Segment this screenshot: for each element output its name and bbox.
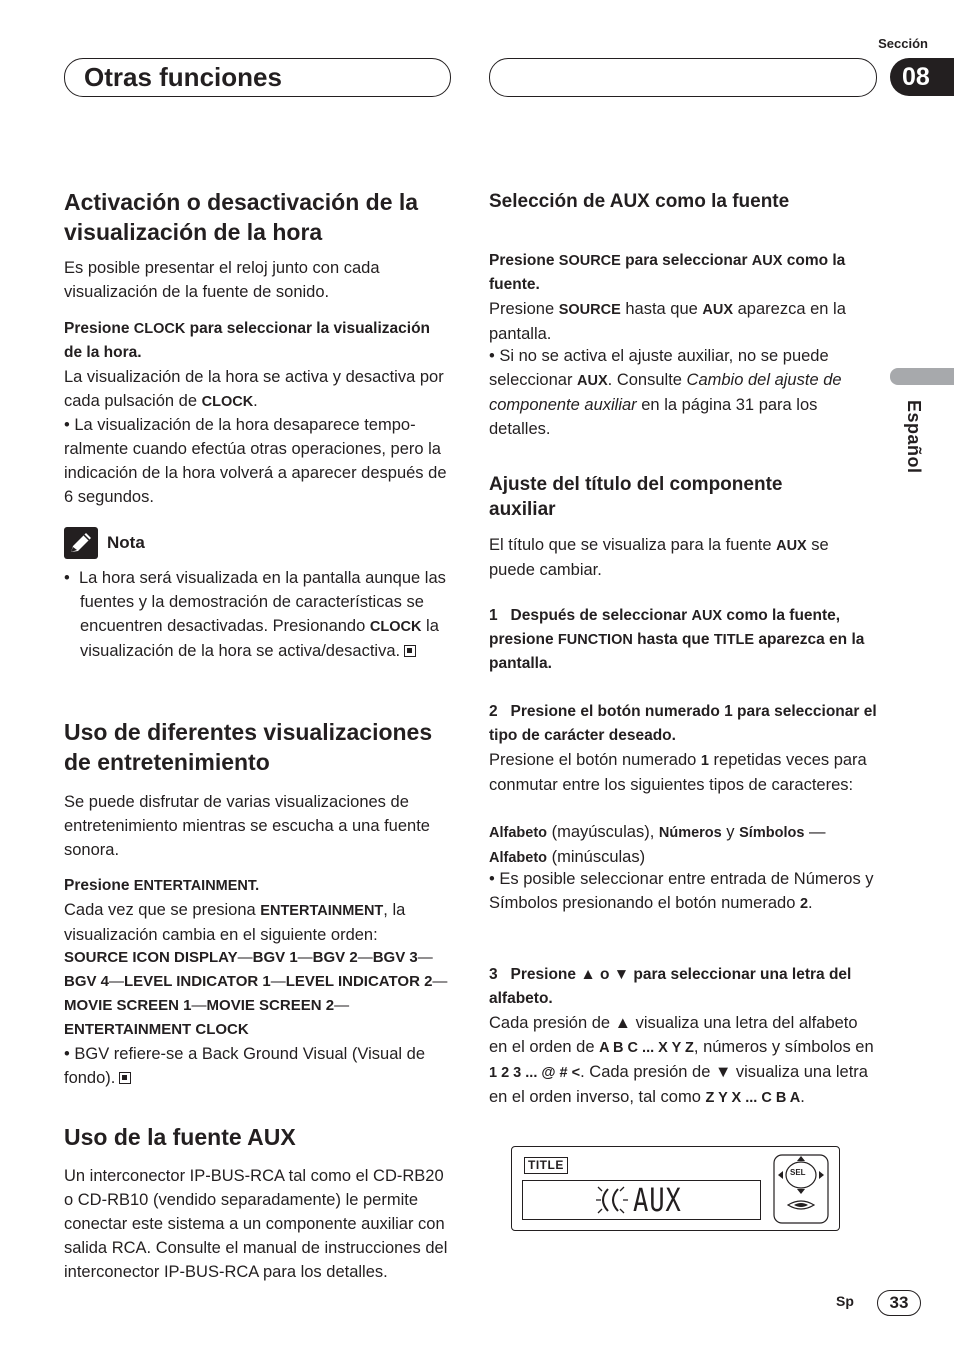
note-pencil-icon <box>64 527 98 559</box>
order-separator: — <box>191 997 207 1014</box>
order-separator: — <box>432 973 448 990</box>
head-unit-display <box>511 1146 840 1231</box>
clock-bullet: • La visualización de la hora desaparece temporalmente cuando efectúa otras operaciones, pero la indicación de la hora volverá a aparecer después de 6 segundos. <box>64 416 447 506</box>
order-item: BGV 2 <box>312 949 358 966</box>
select-aux-body: Presione SOURCE hasta que AUX aparezca en la pantalla. <box>489 300 846 343</box>
clock-body: La visualización de la hora se activa y desactiva por cada pulsación de CLOCK. <box>64 368 444 410</box>
sel-label: SEL <box>790 1168 806 1177</box>
order-separator: — <box>297 949 313 966</box>
order-separator: — <box>334 997 350 1014</box>
step-2-body: Presione el botón numerado 1 repetidas veces para conmutar entre los siguientes tipos de caracteres: <box>489 751 867 794</box>
entertainment-step: Presione ENTERTAINMENT. <box>64 877 260 894</box>
character-types: Alfabeto (mayúsculas), Números y Símbolos — Alfabeto (minúsculas) <box>489 823 826 866</box>
aux-title-intro: El título que se visualiza para la fuente AUX se puede cambiar. <box>489 536 829 579</box>
language-tab-marker <box>890 368 954 385</box>
step-2-bullet: • Es posible seleccionar entre entrada de Números y Símbolos presionando el botón numerado 2. <box>489 870 874 912</box>
order-item: BGV 1 <box>252 949 298 966</box>
order-separator: — <box>417 949 433 966</box>
note-label: Nota <box>107 533 145 552</box>
order-item: MOVIE SCREEN 1 <box>64 997 192 1014</box>
order-item: ENTERTAINMENT CLOCK <box>64 1021 249 1038</box>
entertainment-order <box>64 946 454 1042</box>
entertainment-body: Cada vez que se presiona ENTERTAINMENT, la visualización cambia en el siguiente orden: <box>64 901 406 944</box>
step-2: 2 Presione el botón numerado 1 para seleccionar el tipo de carácter deseado. <box>489 703 877 744</box>
order-separator: — <box>270 973 286 990</box>
clock-intro: Es posible presentar el reloj junto con cada visualización de la fuente de sonido. <box>64 259 380 301</box>
step-3-body: Cada presión de ▲ visualiza una letra del alfabeto en el orden de A B C ... X Y Z, números y símbolos en 1 2 3 ... @ # <. Cada presión de ▼ visualiza una letra en el orden inverso, tal como Z Y X ... C B A. <box>489 1014 874 1106</box>
section-number-badge: 08 <box>890 58 954 96</box>
heading-clock: Activación o desactivación de la visualización de la hora <box>64 189 419 245</box>
order-item: BGV 4 <box>64 973 110 990</box>
order-separator: — <box>109 973 125 990</box>
note-bullet: • La hora será visualizada en la pantalla aunque las fuentes y la demostración de características se encuentren desactivadas. Presionando CLOCK la visualización de la hora se activa/desactiva. <box>64 569 446 660</box>
step-1: 1 Después de seleccionar AUX como la fuente, presione FUNCTION hasta que TITLE aparezca en la pantalla. <box>489 607 865 672</box>
end-mark-icon <box>404 645 416 657</box>
select-aux-bullet: • Si no se activa el ajuste auxiliar, no se puede seleccionar AUX. Consulte Cambio del ajuste de componente auxiliar en la página 31 para los detalles. <box>489 347 842 438</box>
order-item: SOURCE ICON DISPLAY <box>64 949 238 966</box>
aux-intro: Un interconector IP-BUS-RCA tal como el CD-RB20 o CD-RB10 (vendido separadamente) le permite conectar este sistema a un componente auxiliar con salida RCA. Consulte el manual de instrucciones del interconector IP-BUS-RCA para los detalles. <box>64 1167 448 1281</box>
select-aux-step: Presione SOURCE para seleccionar AUX como la fuente. <box>489 252 846 293</box>
display-aux-text: AUX <box>633 1181 682 1219</box>
section-title: Otras funciones <box>84 62 282 92</box>
heading-select-aux: Selección de AUX como la fuente <box>489 191 790 212</box>
end-mark-icon <box>119 1072 131 1084</box>
order-item: LEVEL INDICATOR 1 <box>124 973 271 990</box>
language-label: Español <box>904 400 924 474</box>
cross-reference-link[interactable]: Cambio del ajuste de componente auxiliar <box>489 371 842 414</box>
order-separator: — <box>237 949 253 966</box>
order-item: MOVIE SCREEN 2 <box>206 997 335 1014</box>
page-number: 33 <box>877 1290 921 1316</box>
heading-entertainment: Uso de diferentes visualizaciones de entretenimiento <box>64 719 433 775</box>
order-item: BGV 3 <box>372 949 418 966</box>
entertainment-intro: Se puede disfrutar de varias visualizaciones de entretenimiento mientras se escucha a una fuente sonora. <box>64 793 430 859</box>
section-label: Sección <box>878 36 928 51</box>
footer-lang-code: Sp <box>836 1293 854 1309</box>
clock-step: Presione CLOCK para seleccionar la visualización de la hora. <box>64 320 431 361</box>
heading-aux: Uso de la fuente AUX <box>64 1124 296 1150</box>
order-item: LEVEL INDICATOR 2 <box>285 973 433 990</box>
bgv-bullet: • BGV refiere-se a Back Ground Visual (Visual de fondo). <box>64 1045 426 1087</box>
heading-aux-title: Ajuste del título del componente auxiliar <box>489 474 783 520</box>
joystick-icon <box>771 1153 831 1225</box>
header-blank-frame <box>489 58 877 97</box>
order-separator: — <box>357 949 373 966</box>
step-3: 3 Presione ▲ o ▼ para seleccionar una letra del alfabeto. <box>489 966 852 1007</box>
display-title-indicator: TITLE <box>524 1157 568 1174</box>
